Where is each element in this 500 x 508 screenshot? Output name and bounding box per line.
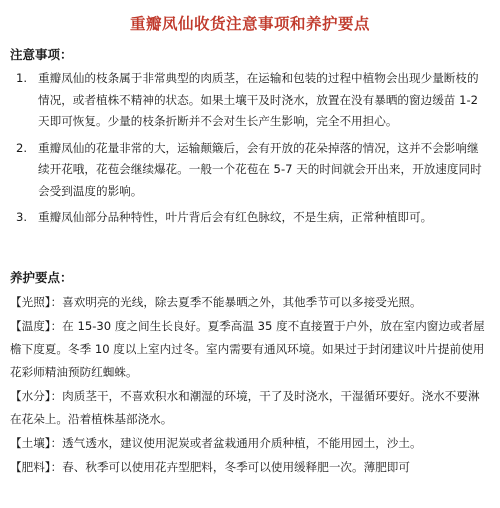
list-item (10, 68, 490, 133)
notes-list (10, 68, 490, 229)
list-item-text: 重瓣凤仙部分品种特性，叶片背后会有红色脉纹，不是生病，正常种植即可。 (38, 210, 433, 224)
care-item-text: ：肉质茎干，不喜欢积水和潮湿的环境，干了及时浇水，干湿循环要好。浇水不要淋在花朵上。沿着植株基部浇水。 (10, 388, 480, 426)
care-item-water (10, 385, 490, 431)
notes-heading: 注意事项： (10, 47, 73, 62)
care-list (10, 291, 490, 479)
care-item-soil (10, 432, 490, 455)
list-item-text: 重瓣凤仙的枝条属于非常典型的肉质茎，在运输和包装的过程中植物会出现少量断枝的情况，或者植株不精神的状态。如果土壤干及时浇水，放置在没有暴晒的窗边缓苗 1-2 天即可恢复。少量的枝条折断并不会对生长产生影响，完全不用担心。 (38, 71, 479, 128)
care-item-text: ：透气透水，建议使用泥炭或者盆栽通用介质种植，不能用园土，沙土。 (50, 435, 422, 450)
list-item-number: 2. (16, 140, 28, 155)
list-item-number: 3. (16, 210, 28, 224)
list-item (10, 138, 490, 203)
care-item-label: 【肥料】 (10, 459, 51, 474)
care-item-fertilizer (10, 456, 490, 479)
care-item-text: ：春、秋季可以使用花卉型肥料，冬季可以使用缓释肥一次。薄肥即可 (50, 459, 410, 474)
list-item-number: 1. (16, 71, 28, 85)
care-item-light (10, 291, 490, 314)
care-heading: 养护要点： (10, 269, 73, 285)
list-item (10, 207, 490, 229)
page-title: 重瓣凤仙收货注意事项和养护要点 (129, 15, 370, 33)
care-item-text: ：喜欢明亮的光线，除去夏季不能暴晒之外，其他季节可以多接受光照。 (50, 294, 422, 309)
care-item-text: ：在 15-30 度之间生长良好。夏季高温 35 度不直接置于户外，放在室内窗边或者屋檐下度夏。冬季 10 度以上室内过冬。室内需要有通风环境。如果过于封闭建议叶片提前使用花彩师精油预防红蜘蛛。 (10, 318, 485, 379)
care-item-label: 【水分】 (10, 388, 51, 403)
care-item-label: 【光照】 (10, 294, 51, 309)
care-item-label: 【土壤】 (10, 435, 51, 450)
care-item-temperature (10, 315, 490, 384)
care-item-label: 【温度】 (10, 318, 51, 333)
list-item-text: 重瓣凤仙的花量非常的大，运输颠簸后，会有开放的花朵掉落的情况，这并不会影响继续开花哦，花苞会继续爆花。一般一个花苞在 5-7 天的时间就会开出来，开放速度同时会受到温度的影响。 (38, 140, 482, 198)
